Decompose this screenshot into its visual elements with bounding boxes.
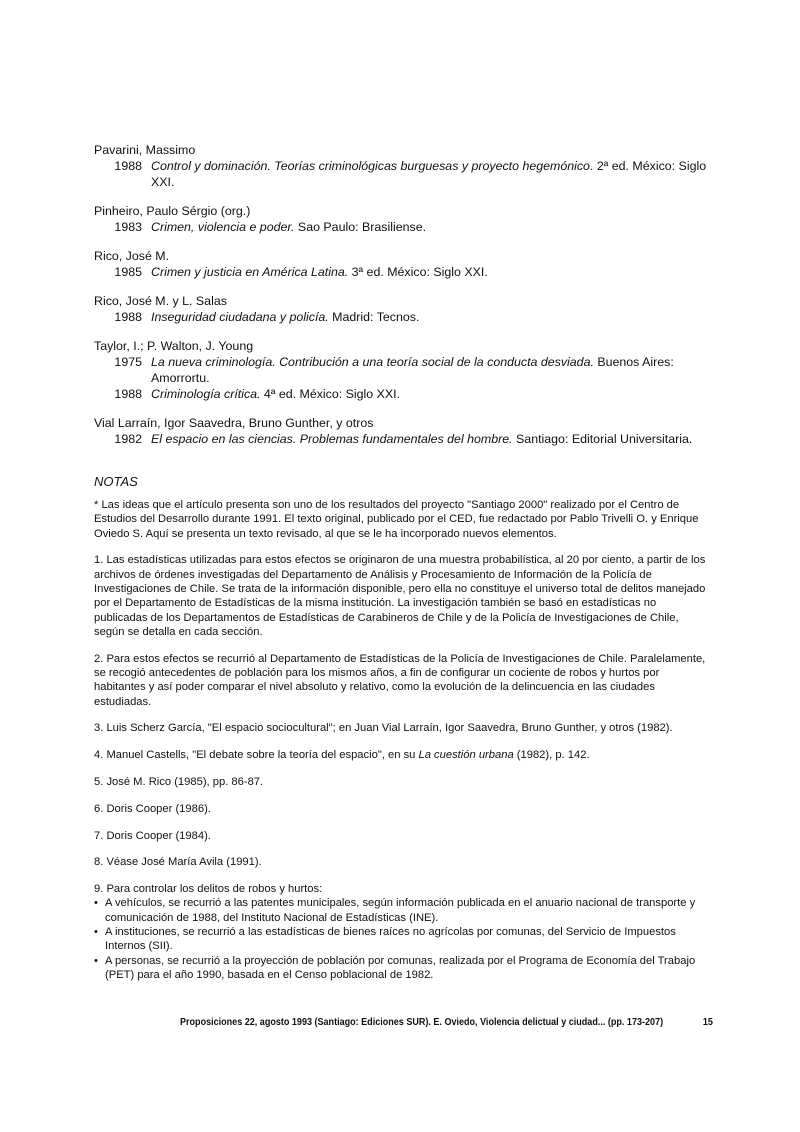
note-6: 6. Doris Cooper (1986). (94, 802, 211, 815)
reference-publisher: 4ª ed. México: Siglo XXI. (260, 387, 401, 401)
reference-item (94, 338, 708, 402)
reference-entry (94, 431, 708, 447)
reference-title: Inseguridad ciudadana y policía. (151, 310, 329, 324)
reference-publisher: 2ª ed. México: Siglo XXI. (151, 159, 707, 189)
note-9: 9. Para controlar los delitos de robos y hurtos: (94, 883, 323, 896)
reference-publisher: Buenos Aires: Amorrortu. (151, 355, 674, 385)
reference-title: El espacio en las ciencias. Problemas fundamentales del hombre. (151, 432, 513, 446)
reference-entry (94, 158, 708, 190)
reference-year: 1988 (114, 159, 142, 173)
reference-year: 1975 (114, 355, 142, 369)
list-item (94, 896, 708, 925)
reference-publisher: Santiago: Editorial Universitaria. (512, 432, 693, 446)
note-2: 2. Para estos efectos se recurrió al Departamento de Estadísticas de la Policía de Investigaciones de Chile. Paralelamente, se recogió antecedentes de población para los mismos años, a fin de configurar un cociente de robos y hurtos por habitantes y así poder comparar el nivel absoluto y relativo, como la evolución de la delincuencia en las ciudades estudiadas. (94, 652, 706, 708)
note-7: 7. Doris Cooper (1984). (94, 829, 211, 842)
list-item-text: A instituciones, se recurrió a las estadísticas de bienes raíces no agrícolas por comunas, del Servicio de Impuestos Internos (SII). (105, 926, 676, 953)
reference-title: Control y dominación. Teorías criminológicas burguesas y proyecto hegemónico. (151, 159, 594, 173)
footer-citation: Proposiciones 22, agosto 1993 (Santiago: Ediciones SUR). E. Oviedo, Violencia delictual y ciudad... (pp. 173-207) (180, 1016, 664, 1028)
bullet-icon: • (94, 926, 98, 939)
reference-author: Vial Larraín, Igor Saavedra, Bruno Gunther, y otros (94, 416, 374, 430)
notes-heading: NOTAS (94, 474, 138, 489)
reference-author: Rico, José M. (94, 249, 170, 263)
note-3: 3. Luis Scherz García, "El espacio sociocultural"; en Juan Vial Larraín, Igor Saavedra, Bruno Gunther, y otros (1982). (94, 722, 673, 735)
note-5: 5. José M. Rico (1985), pp. 86-87. (94, 775, 264, 788)
list-item (94, 925, 708, 954)
reference-year: 1988 (114, 387, 142, 401)
reference-title: La nueva criminología. Contribución a una teoría social de la conducta desviada. (151, 355, 594, 369)
list-item-text: A personas, se recurrió a la proyección de población por comunas, realizada por el Programa de Economía del Trabajo (PET) para el año 1990, basada en el Censo poblacional de 1982. (105, 954, 696, 981)
reference-author: Rico, José M. y L. Salas (94, 294, 227, 308)
reference-author: Taylor, I.; P. Walton, J. Young (94, 339, 254, 353)
reference-year: 1983 (114, 220, 142, 234)
bullet-icon: • (94, 897, 98, 910)
reference-year: 1985 (114, 265, 142, 279)
notes-section (94, 498, 708, 982)
note-4 (94, 748, 708, 762)
reference-item (94, 248, 708, 280)
list-item-text: A vehículos, se recurrió a las patentes municipales, según información publicada en el anuario nacional de transporte y comunicación de 1988, del Instituto Nacional de Estadísticas (INE). (105, 897, 696, 924)
reference-author: Pinheiro, Paulo Sérgio (org.) (94, 204, 251, 218)
reference-entry (94, 264, 708, 280)
reference-title: Crimen, violencia e poder. (151, 220, 295, 234)
reference-title: Crimen y justicia en América Latina. (151, 265, 349, 279)
note-star: * Las ideas que el artículo presenta son uno de los resultados del proyecto "Santiago 2000" realizado por el Centro de Estudios del Desarrollo durante 1991. El texto original, publicado por el CED, fue redactado por Pablo Trivelli O. y Enrique Oviedo S. Aquí se presenta un texto revisado, al que se le ha incorporado nuevos elementos. (94, 499, 699, 540)
reference-publisher: Sao Paulo: Brasiliense. (294, 220, 427, 234)
note-8: 8. Véase José María Avila (1991). (94, 856, 262, 869)
note-1: 1. Las estadísticas utilizadas para estos efectos se originaron de una muestra probabilística, al 20 por ciento, a partir de los archivos de órdenes investigadas del Departamento de Análisis y Procesamiento de Información de la Policía de Investigaciones de Chile. Se trata de la información disponible, pero ella no constituye el universo total de delitos manejado por el Departamento de Estadísticas de la misma institución. La investigación también se basó en estadísticas no publicadas de los Departamentos de Estadísticas de Carabineros de Chile y de la Policía de Investigaciones de Chile, según se detalla en cada sección. (94, 554, 706, 638)
document-page (94, 142, 708, 982)
reference-year: 1982 (114, 432, 142, 446)
reference-title: Criminología crítica. (151, 387, 261, 401)
reference-author: Pavarini, Massimo (94, 143, 196, 157)
note-9-list (94, 896, 708, 982)
reference-publisher: 3ª ed. México: Siglo XXI. (348, 265, 488, 279)
bibliography (94, 142, 708, 447)
bullet-icon: • (94, 954, 98, 967)
note-4-page: (1982), p. 142. (513, 749, 590, 762)
reference-entry (94, 386, 708, 402)
reference-entry (94, 219, 708, 235)
reference-item (94, 415, 708, 447)
note-4-title: La cuestión urbana (418, 749, 514, 762)
note-4-text: 4. Manuel Castells, "El debate sobre la teoría del espacio", en su (94, 749, 419, 762)
reference-item (94, 142, 708, 190)
reference-year: 1988 (114, 310, 142, 324)
list-item (94, 954, 708, 983)
page-number: 15 (702, 1016, 713, 1028)
reference-publisher: Madrid: Tecnos. (328, 310, 420, 324)
reference-entry (94, 354, 708, 386)
reference-item (94, 293, 708, 325)
reference-item (94, 203, 708, 235)
reference-entry (94, 309, 708, 325)
page-footer (180, 1016, 713, 1028)
